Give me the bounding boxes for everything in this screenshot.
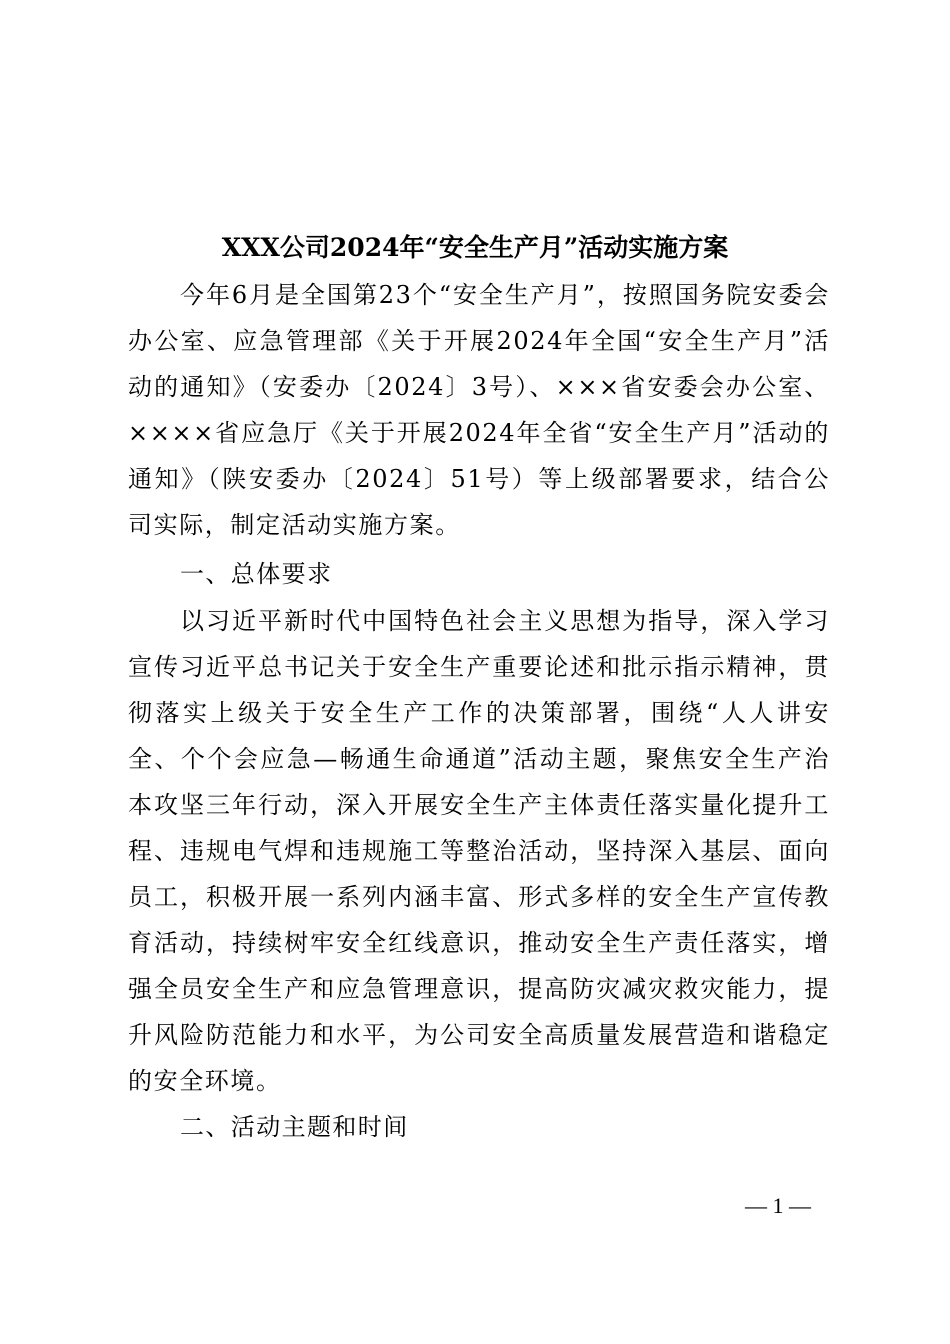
section-heading-theme-and-time: 二、活动主题和时间 (180, 1113, 409, 1141)
document-title: XXX公司2024年“安全生产月”活动实施方案 (221, 233, 729, 262)
page-number: — 1 — (745, 1193, 811, 1218)
intro-paragraph: 今年6月是全国第23个“安全生产月”，按照国务院安委会办公室、应急管理部《关于开展2024年全国“安全生产月”活动的通知》（安委办〔2024〕3号）、×××省安委会办公室、××××省应急厅《关于开展2024年全省“安全生产月”活动的通知》（陕安委办〔2024〕51号）等上级部署要求，结合公司实际，制定活动实施方案。 (128, 281, 830, 539)
section-heading-general-requirements: 一、总体要求 (180, 560, 333, 588)
general-requirements-paragraph: 以习近平新时代中国特色社会主义思想为指导，深入学习宣传习近平总书记关于安全生产重要论述和批示指示精神，贯彻落实上级关于安全生产工作的决策部署，围绕“人人讲安全、个个会应急—畅通生命通道”活动主题，聚焦安全生产治本攻坚三年行动，深入开展安全生产主体责任落实量化提升工程、违规电气焊和违规施工等整治活动，坚持深入基层、面向员工，积极开展一系列内涵丰富、形式多样的安全生产宣传教育活动，持续树牢安全红线意识，推动安全生产责任落实，增强全员安全生产和应急管理意识，提高防灾减灾救灾能力，提升风险防范能力和水平，为公司安全高质量发展营造和谐稳定的安全环境。 (128, 607, 830, 1095)
